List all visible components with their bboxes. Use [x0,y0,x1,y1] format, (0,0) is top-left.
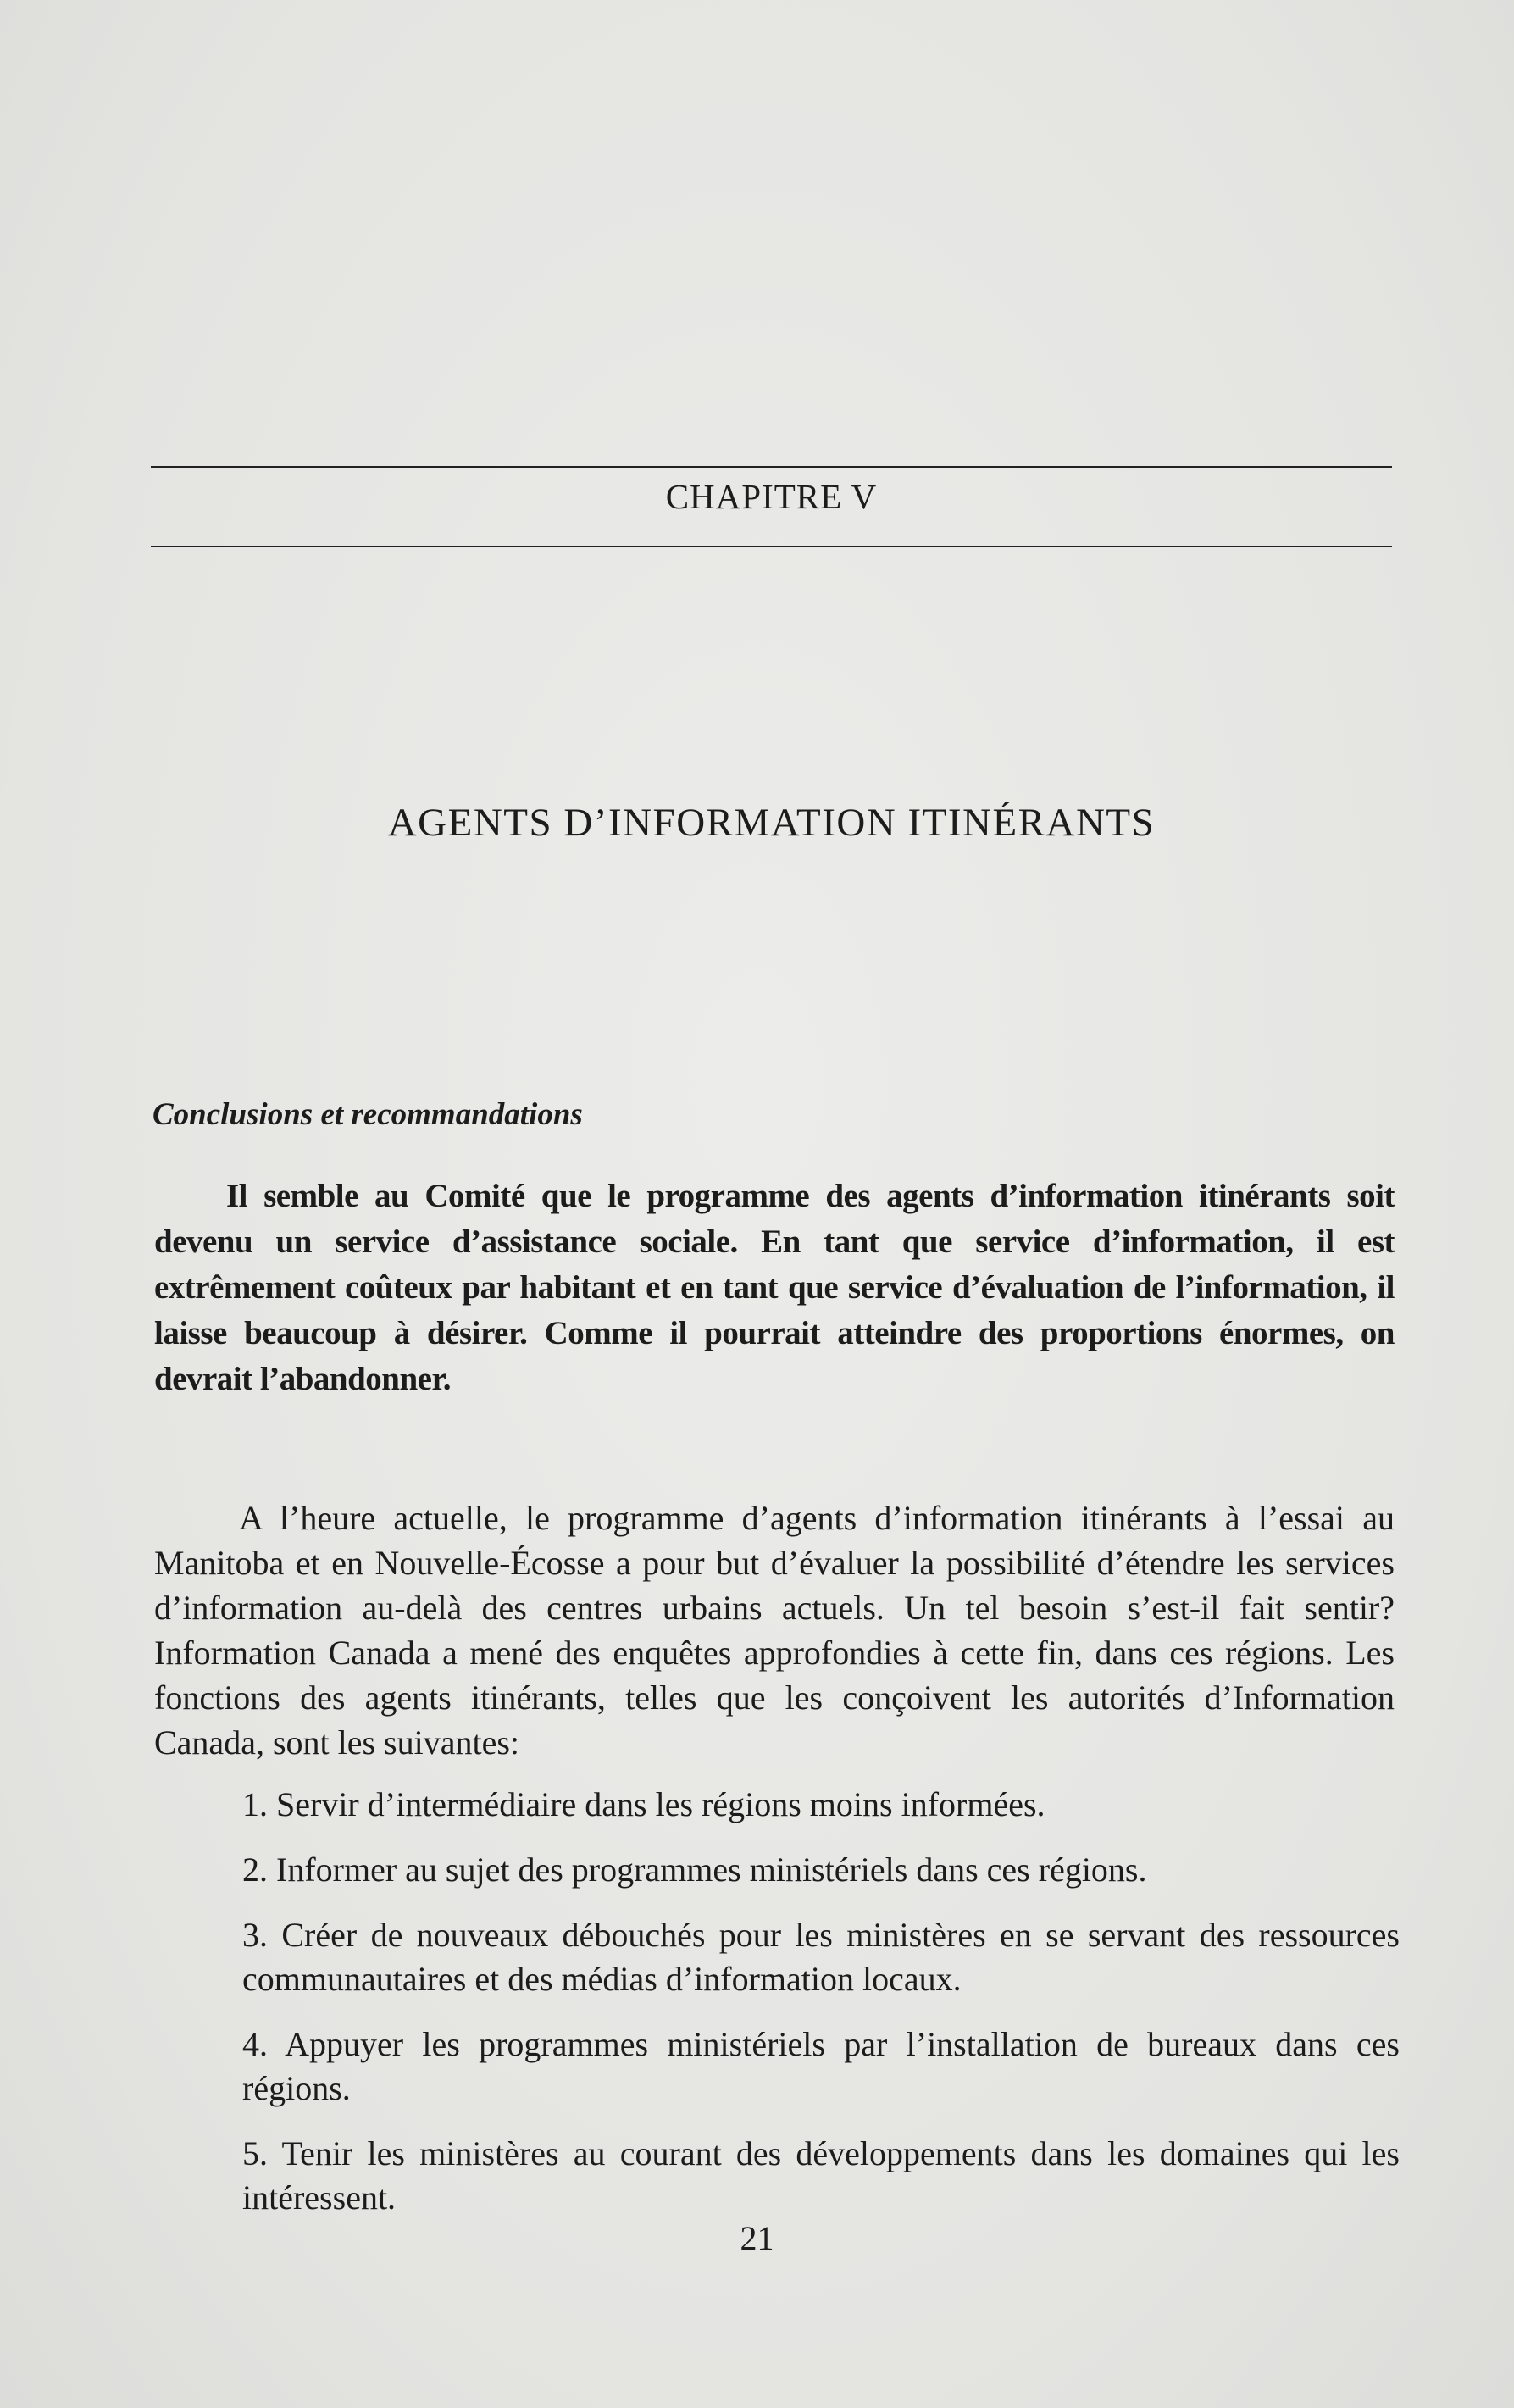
recommendation-paragraph: Il semble au Comité que le programme des agents d’information itinérants soit devenu un service d’assistance sociale. En tant que service d’information, il est extrêmement coûteux par habitant et en tant que service d’évaluation de l’information, il laisse beaucoup à désirer. Comme il pourrait atteindre des proportions énormes, on devrait l’abandonner. [154,1178,1395,1397]
functions-list [242,1783,1400,2241]
chapter-title: AGENTS D’INFORMATION ITINÉRANTS [387,801,1156,845]
top-rule [151,466,1392,468]
list-item: 4. Appuyer les programmes ministériels par l’installation de bureaux dans ces régions. [242,2025,1400,2107]
bottom-rule [151,546,1392,547]
list-item: 2. Informer au sujet des programmes ministériels dans ces régions. [242,1850,1147,1889]
page-number: 21 [740,2219,774,2257]
section-heading: Conclusions et recommandations [153,1097,583,1132]
chapter-label: CHAPITRE V [665,477,878,516]
list-item: 1. Servir d’intermédiaire dans les régions moins informées. [242,1785,1045,1823]
body-paragraph: A l’heure actuelle, le programme d’agents d’information itinérants à l’essai au Manitoba et en Nouvelle-Écosse a pour but d’évaluer la possibilité d’étendre les services d’information au-delà des centres urbains actuels. Un tel besoin s’est-il fait sentir? Information Canada a mené des enquêtes approfondies à cette fin, dans ces régions. Les fonctions des agents itinérants, telles que les conçoivent les autorités d’Information Canada, sont les suivantes: [154,1499,1395,1762]
list-item: 5. Tenir les ministères au courant des développements dans les domaines qui les intéressent. [242,2134,1400,2217]
list-item: 3. Créer de nouveaux débouchés pour les ministères en se servant des ressources communautaires et des médias d’information locaux. [242,1916,1400,1998]
